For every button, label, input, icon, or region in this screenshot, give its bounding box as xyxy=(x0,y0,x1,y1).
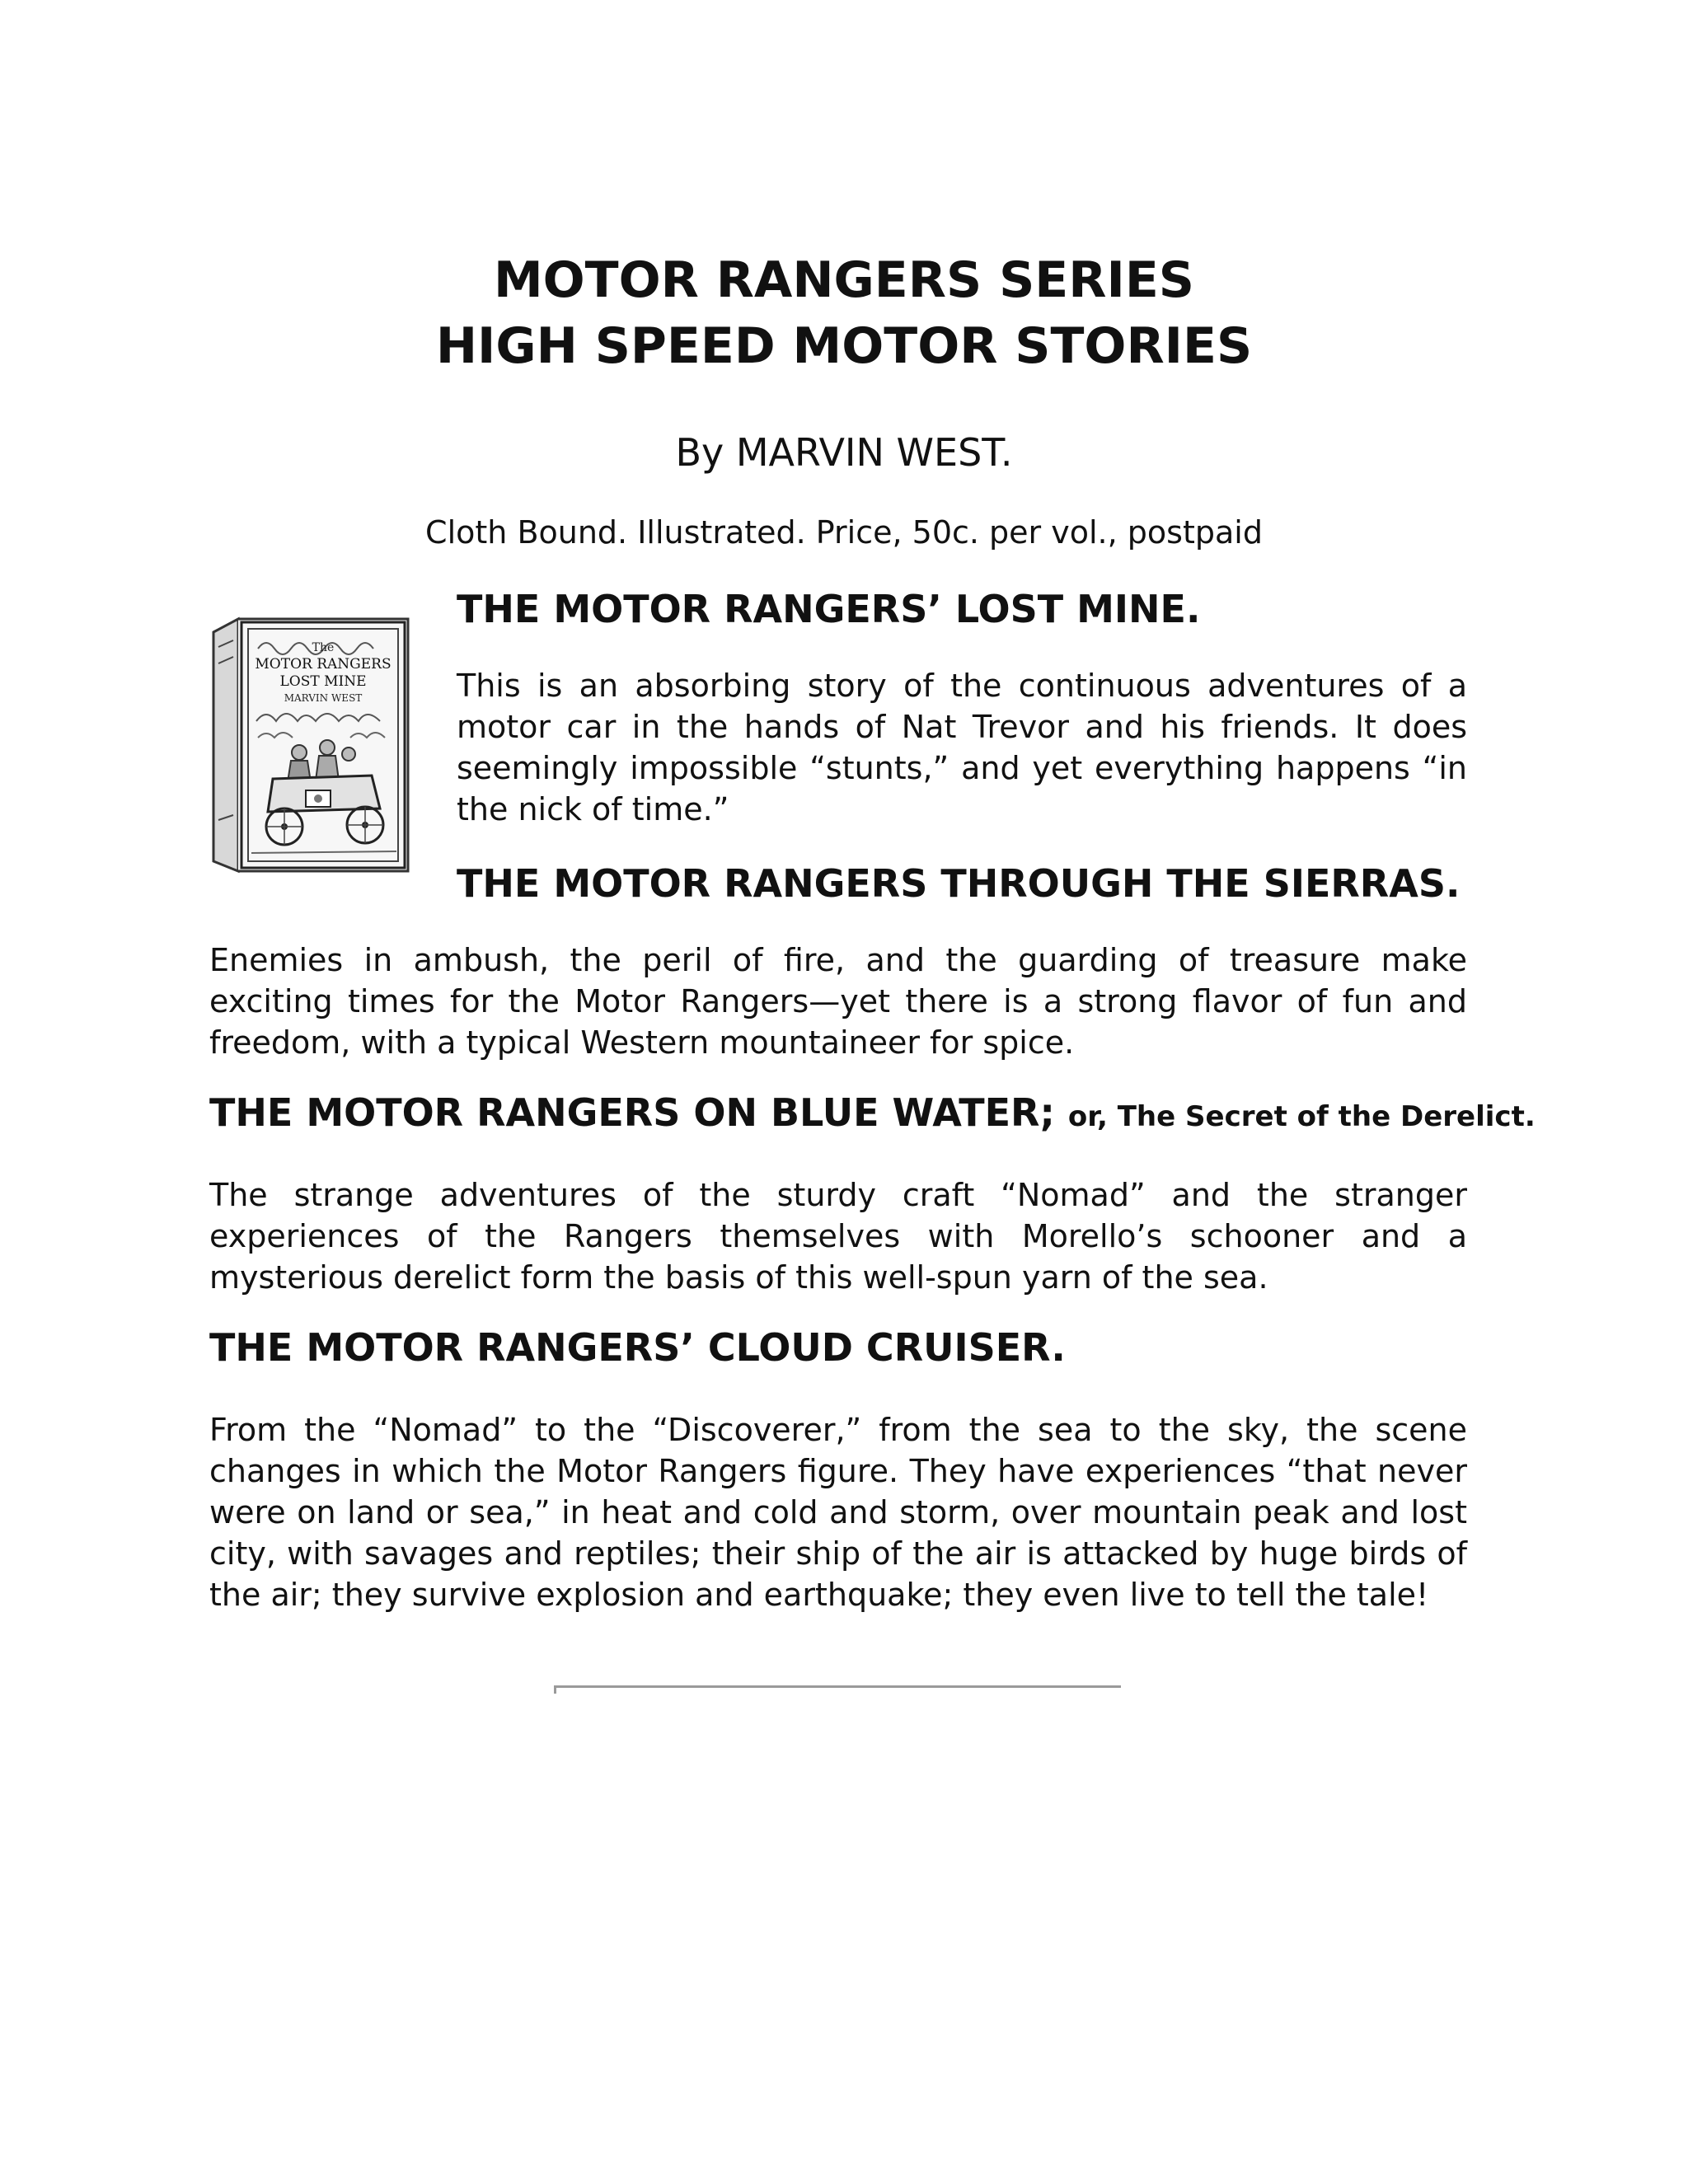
book-description-lost-mine: This is an absorbing story of the continuous adventures of a motor car in the hands of Nat Trevor and his friends. It does seemingly impossible “stunts,” and yet everything happens “in the nick of time.” xyxy=(457,668,1467,827)
cover-label-author: MARVIN WEST xyxy=(284,692,363,704)
book-title-lost-mine: THE MOTOR RANGERS’ LOST MINE. xyxy=(457,587,1201,631)
cover-label-title2: LOST MINE xyxy=(279,673,367,690)
horizontal-rule xyxy=(554,1685,1121,1688)
book-cover-illustration xyxy=(210,614,416,878)
book-title-blue-water xyxy=(209,1090,1536,1135)
series-title: MOTOR RANGERS SERIES xyxy=(493,251,1195,309)
author-byline: By MARVIN WEST. xyxy=(675,430,1013,475)
cover-label-the: The xyxy=(312,641,335,654)
book-title-blue-water-main: THE MOTOR RANGERS ON BLUE WATER; xyxy=(209,1090,1055,1135)
horizontal-rule-tick xyxy=(554,1685,556,1694)
book-description-blue-water: The strange adventures of the sturdy craft “Nomad” and the stranger experiences of the Rangers themselves with Morello’s schooner and a mysterious derelict form the basis of this well-spun yarn of the sea. xyxy=(209,1177,1467,1296)
cover-label-title1: MOTOR RANGERS xyxy=(255,656,392,673)
book-subtitle-blue-water: or, The Secret of the Derelict. xyxy=(1067,1100,1536,1133)
book-description-sierras: Enemies in ambush, the peril of fire, and the guarding of treasure make exciting times for the Motor Rangers—yet there is a strong flavor of fun and freedom, with a typical Western mountaineer for spice. xyxy=(209,942,1467,1061)
price-line: Cloth Bound. Illustrated. Price, 50c. per vol., postpaid xyxy=(425,514,1263,551)
book-title-cloud-cruiser: THE MOTOR RANGERS’ CLOUD CRUISER. xyxy=(209,1325,1066,1370)
book-title-sierras: THE MOTOR RANGERS THROUGH THE SIERRAS. xyxy=(457,861,1461,906)
book-description-cloud-cruiser: From the “Nomad” to the “Discoverer,” from the sea to the sky, the scene changes in which the Motor Rangers figure. They have experiences “that never were on land or sea,” in heat and cold and storm, over mountain peak and lost city, with savages and reptiles; their ship of the air is attacked by huge birds of the air; they survive explosion and earthquake; they even live to tell the tale! xyxy=(209,1412,1467,1613)
series-subtitle: HIGH SPEED MOTOR STORIES xyxy=(435,317,1253,375)
